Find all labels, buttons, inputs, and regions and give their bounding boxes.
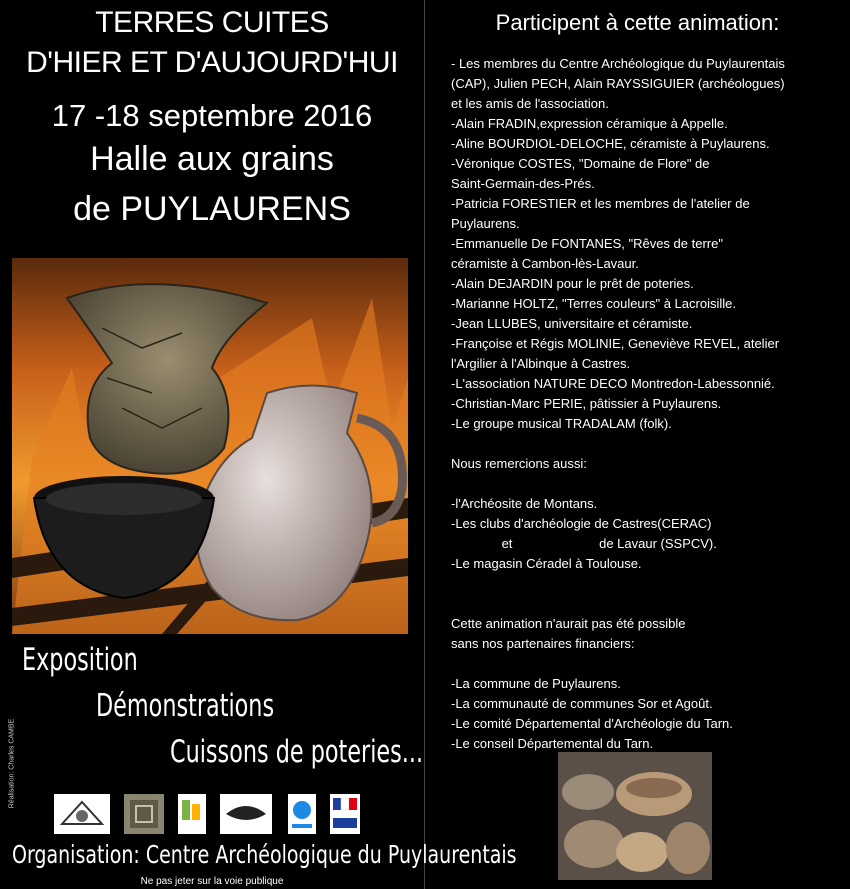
- cap-logo-icon: [54, 794, 110, 834]
- spacer: [451, 654, 843, 674]
- event-dates: 17 -18 septembre 2016: [51, 98, 373, 133]
- right-panel: [425, 0, 850, 889]
- archeology-committee-logo-icon: [220, 794, 272, 834]
- partner-line: -La communauté de communes Sor et Agoût.: [451, 696, 713, 711]
- participant-line: Puylaurens.: [451, 216, 520, 231]
- participant-line: -L'association NATURE DECO Montredon-Labessonnié.: [451, 376, 775, 391]
- participant-line: -Aline BOURDIOL-DELOCHE, céramiste à Puylaurens.: [451, 136, 770, 151]
- participant-line: -Alain DEJARDIN pour le prêt de poteries.: [451, 276, 694, 291]
- partner-line: -Le comité Départemental d'Archéologie du Tarn.: [451, 716, 733, 731]
- participants-title: Participent à cette animation:: [495, 10, 780, 35]
- thanks-line: et de Lavaur (SSPCV).: [451, 536, 717, 551]
- participant-line: -Alain FRADIN,expression céramique à Appelle.: [451, 116, 728, 131]
- participant-line: l'Argilier à l'Albinque à Castres.: [451, 356, 631, 371]
- activity-demonstrations: Démonstrations: [96, 688, 275, 724]
- pottery-photo: [12, 258, 408, 634]
- participant-line: céramiste à Cambon-lès-Lavaur.: [451, 256, 639, 271]
- venue-line2: de PUYLAURENS: [73, 190, 351, 228]
- participant-line: et les amis de l'association.: [451, 96, 609, 111]
- participant-line: -Christian-Marc PERIE, pâtissier à Puylaurens.: [451, 396, 722, 411]
- commune-logo-icon: [178, 794, 206, 834]
- spacer: [451, 574, 843, 594]
- participant-line: -Françoise et Régis MOLINIE, Geneviève REVEL, atelier: [451, 336, 780, 351]
- activity-exposition: Exposition: [22, 642, 138, 678]
- participant-line: -Véronique COSTES, "Domaine de Flore" de: [451, 156, 710, 171]
- thanks-heading: Nous remercions aussi:: [451, 456, 587, 471]
- participant-line: -Le groupe musical TRADALAM (folk).: [451, 416, 672, 431]
- activity-cuissons: Cuissons de poteries...: [170, 734, 424, 770]
- spacer: [451, 594, 843, 614]
- partner-logos: [0, 794, 424, 836]
- spacer: [451, 434, 843, 454]
- conseil-tarn-logo-icon: [288, 794, 316, 834]
- partner-line: -Le conseil Départemental du Tarn.: [451, 736, 654, 751]
- pottery-pieces-illustration: [558, 752, 712, 880]
- participant-line: - Les membres du Centre Archéologique du Puylaurentais: [451, 56, 785, 71]
- participant-line: -Jean LLUBES, universitaire et céramiste.: [451, 316, 693, 331]
- participants-list: [451, 54, 843, 754]
- organisation-line: Organisation: Centre Archéologique du Puylaurentais: [12, 840, 517, 869]
- republique-logo-icon: [330, 794, 360, 834]
- spacer: [451, 474, 843, 494]
- thanks-line: -Les clubs d'archéologie de Castres(CERAC): [451, 516, 712, 531]
- event-title-line1: TERRES CUITES: [95, 6, 329, 39]
- partner-line: -La commune de Puylaurens.: [451, 676, 621, 691]
- event-title-line2: D'HIER ET D'AUJOURD'HUI: [26, 46, 398, 79]
- footer-notice: Ne pas jeter sur la voie publique: [140, 876, 284, 887]
- participant-line: Saint-Germain-des-Prés.: [451, 176, 595, 191]
- thanks-line: -Le magasin Céradel à Toulouse.: [451, 556, 642, 571]
- participant-line: -Patricia FORESTIER et les membres de l'atelier de: [451, 196, 750, 211]
- partners-heading-line: Cette animation n'aurait pas été possible: [451, 616, 686, 631]
- thanks-line: -l'Archéosite de Montans.: [451, 496, 598, 511]
- participant-line: (CAP), Julien PECH, Alain RAYSSIGUIER (archéologues): [451, 76, 785, 91]
- partners-heading-line: sans nos partenaires financiers:: [451, 636, 635, 651]
- participant-line: -Emmanuelle De FONTANES, "Rêves de terre": [451, 236, 723, 251]
- design-credit: Réalisation: Charles CAMBE: [8, 718, 16, 809]
- venue-line1: Halle aux grains: [90, 140, 334, 178]
- heraldic-logo-icon: [124, 794, 164, 834]
- pottery-illustration: [12, 258, 408, 634]
- participant-line: -Marianne HOLTZ, "Terres couleurs" à Lacroisille.: [451, 296, 736, 311]
- bread-pottery-photo: [558, 752, 712, 880]
